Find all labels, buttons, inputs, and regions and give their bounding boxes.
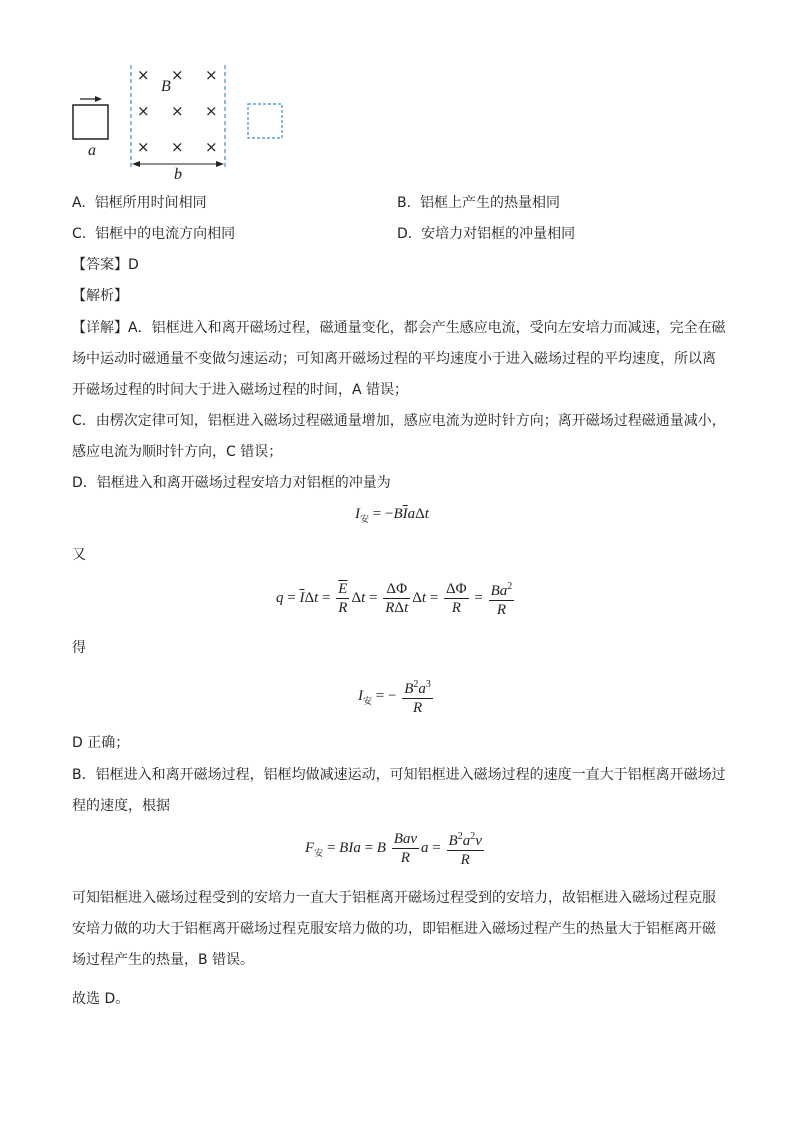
label-b: b — [174, 166, 182, 183]
option-text: 铝框上产生的热量相同 — [419, 195, 560, 211]
option-text: 安培力对铝框的冲量相同 — [421, 226, 576, 242]
field-cross: × — [171, 138, 184, 156]
field-cross: × — [171, 102, 184, 120]
detail-b-line-4: 安培力做的功大于铝框离开磁场过程克服安培力做的功，即铝框进入磁场过程产生的热量大于铝框离开磁 — [72, 921, 716, 937]
option-text: 铝框中的电流方向相同 — [95, 226, 236, 242]
analysis-tag: 【解析】 — [72, 288, 128, 304]
text-you: 又 — [72, 547, 86, 563]
frame-exit-position — [248, 104, 282, 138]
detail-b-line-5: 场过程产生的热量，B 错误。 — [72, 952, 255, 968]
text-de: 得 — [72, 640, 86, 656]
equation-impulse: $I_安 = -B\overline{I}a\Delta t$ — [355, 506, 429, 525]
option-label: A. — [72, 195, 86, 211]
field-cross: × — [205, 66, 218, 84]
detail-b-line-2: 程的速度，根据 — [72, 798, 170, 814]
option-d — [397, 223, 575, 243]
equation-force: $F_安$ = BIa = B $\frac{\text{Bav}}{R}$ a = $\frac{B^2a^2v}{R}$ — [305, 828, 486, 869]
final-answer: 故选 D。 — [72, 991, 130, 1007]
detail-b-line-1: B．铝框进入和离开磁场过程，铝框均做减速运动，可知铝框进入磁场过程的速度一直大于铝框离开磁场过 — [72, 767, 726, 783]
field-cross: × — [171, 66, 184, 84]
d-correct: D 正确； — [72, 735, 130, 751]
option-a — [72, 192, 207, 212]
answer-tag: 【答案】 — [72, 257, 128, 273]
option-c — [72, 223, 235, 243]
answer-line — [72, 255, 139, 275]
field-cross: × — [205, 138, 218, 156]
equation-charge: $q = \overline{I}\Delta t$ = $\frac{\overline{E}}{R}$ Δt = $\frac{\Delta\Phi}{\text{RΔt}}$ Δt = $\frac{\Delta\Phi}{R}$ = $\frac{Ba^2}{R}$ — [276, 578, 516, 619]
detail-d-line-1: D．铝框进入和离开磁场过程安培力对铝框的冲量为 — [72, 475, 391, 491]
option-b — [397, 192, 560, 212]
detail-a-line-1: 【详解】A．铝框进入和离开磁场过程，磁通量变化，都会产生感应电流，受向左安培力而减速，完全在磁 — [72, 320, 726, 336]
field-cross: × — [137, 102, 150, 120]
detail-c-line-1: C．由楞次定律可知，铝框进入磁场过程磁通量增加，感应电流为逆时针方向；离开磁场过程磁通量减小， — [72, 413, 726, 429]
field-cross: × — [137, 138, 150, 156]
label-B: B — [161, 78, 171, 95]
detail-b-line-3: 可知铝框进入磁场过程受到的安培力一直大于铝框离开磁场过程受到的安培力，故铝框进入磁场过程克服 — [72, 890, 716, 906]
detail-a-line-2: 场中运动时磁通量不变做匀速运动；可知离开磁场过程的平均速度小于进入磁场过程的平均速度，所以离 — [72, 351, 716, 367]
detail-c-line-2: 感应电流为顺时针方向，C 错误； — [72, 444, 283, 460]
equation-impulse-result: $I_安$ = − $\frac{B^2a^3}{R}$ — [358, 676, 435, 717]
option-label: C. — [72, 226, 87, 242]
option-text: 铝框所用时间相同 — [94, 195, 207, 211]
option-label: D. — [397, 226, 413, 242]
field-cross: × — [205, 102, 218, 120]
field-cross: × — [137, 66, 150, 84]
answer-value: D — [128, 257, 139, 273]
label-a: a — [88, 142, 96, 159]
option-label: B. — [397, 195, 412, 211]
aluminum-frame — [73, 105, 108, 139]
detail-a-line-3: 开磁场过程的时间大于进入磁场过程的时间，A 错误； — [72, 382, 409, 398]
